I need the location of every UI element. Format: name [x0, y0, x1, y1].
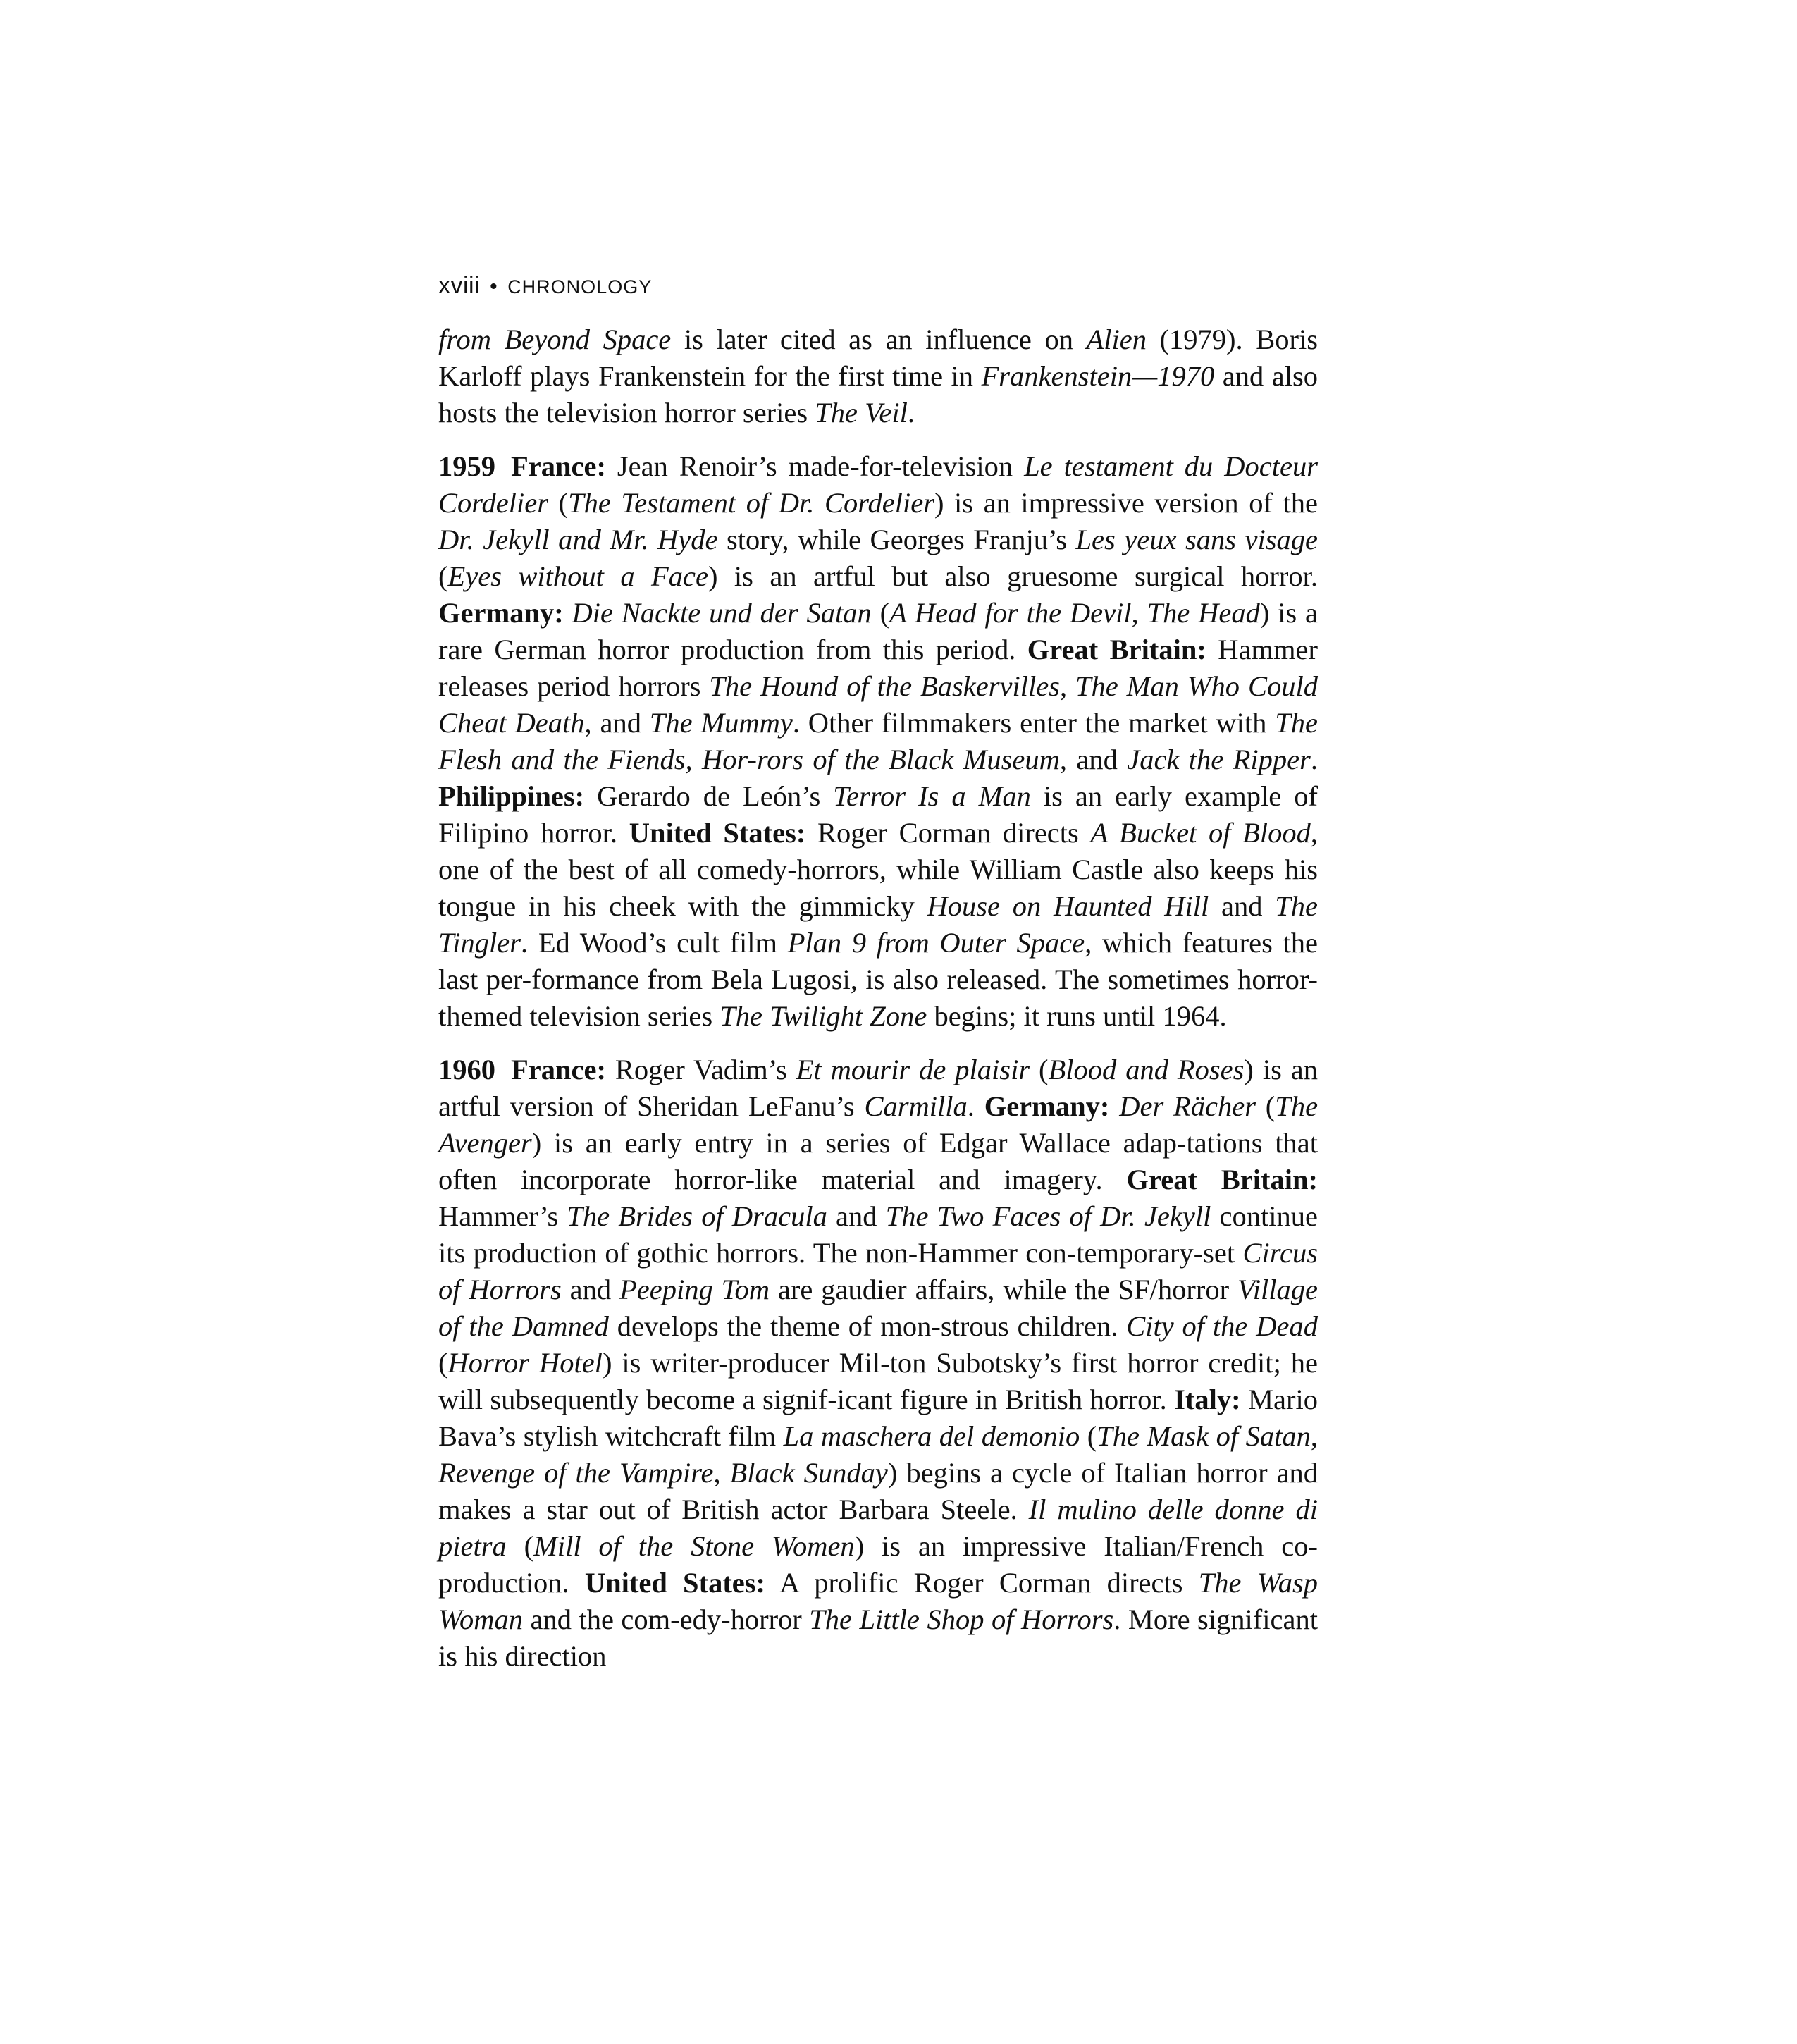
title-italic: The Mummy — [649, 707, 793, 739]
title-italic: Terror Is a Man — [833, 780, 1031, 812]
title-italic: Horror Hotel — [447, 1347, 603, 1379]
body-text-run: ) is a rare German horror production from this period. — [438, 597, 1318, 665]
title-italic: Le testament du Docteur Cordelier — [438, 450, 1318, 519]
body-text-run: Roger Vadim’s — [605, 1054, 796, 1085]
title-italic: Der Rächer — [1119, 1090, 1256, 1122]
title-italic: The Hound of the Baskervilles — [709, 670, 1060, 702]
chronology-entry-1959 — [438, 448, 1318, 1035]
body-text-run: , which features the last per-formance from Bela Lugosi, is also released. The sometimes horror-themed television series — [438, 927, 1318, 1032]
page-number: xviii — [438, 272, 481, 299]
body-text-run: . Other filmmakers enter the market with — [792, 707, 1276, 739]
title-italic: Il mulino delle donne di pietra — [438, 1494, 1318, 1562]
body-text-run: Hammer releases period horrors — [438, 634, 1318, 702]
chronology-body — [438, 321, 1318, 1675]
body-text-run: ( — [1255, 1090, 1276, 1122]
entry-year: 1960 — [438, 1054, 495, 1085]
body-text-run: ) is an artful version of Sheridan LeFanu’s — [438, 1054, 1318, 1122]
body-text-run: , and — [1059, 744, 1128, 775]
title-italic: Jack the Ripper — [1127, 744, 1311, 775]
title-italic: The Wasp Woman — [438, 1567, 1319, 1635]
body-text-run: ( — [506, 1530, 534, 1562]
country-label: Germany: — [984, 1090, 1110, 1122]
entry-year: 1959 — [438, 450, 495, 482]
title-italic: The Avenger — [438, 1090, 1319, 1159]
body-text-run: continue its production of gothic horrors. The non-Hammer con-temporary-set — [438, 1200, 1319, 1269]
body-text-run: and — [561, 1274, 620, 1305]
body-text-run: ( — [438, 560, 448, 592]
body-text-run: . — [967, 1090, 984, 1122]
title-italic: A Head for the Devil — [889, 597, 1132, 629]
title-italic: Village of the Damned — [438, 1274, 1319, 1342]
body-text-run: ) is an impressive Italian/French co-production. — [438, 1530, 1318, 1599]
body-text-run: Jean Renoir’s made-for-television — [605, 450, 1025, 482]
body-text-run: . — [1310, 744, 1318, 775]
title-italic: City of the Dead — [1126, 1310, 1318, 1342]
country-label: United States: — [629, 817, 806, 849]
body-text-run: ) is an early entry in a series of Edgar Wallace adap-tations that often incorporate horror-like material and imagery. — [438, 1127, 1318, 1195]
body-text-run: Gerardo de León’s — [584, 780, 834, 812]
body-text-run: begins; it runs until 1964. — [927, 1000, 1227, 1032]
body-text-run: , and — [584, 707, 650, 739]
body-text-run: . — [907, 397, 915, 429]
body-text-run: is an early example of Filipino horror. — [438, 780, 1318, 849]
body-text-run: , — [713, 1457, 730, 1489]
body-text-run: ( — [871, 597, 890, 629]
title-italic: Revenge of the Vampire — [438, 1457, 714, 1489]
title-italic: Blood and Roses — [1048, 1054, 1245, 1085]
body-text-run: (1979). Boris Karloff plays Frankenstein for the first time in — [438, 324, 1318, 392]
body-text-run: Roger Corman directs — [805, 817, 1091, 849]
title-italic: Et mourir de plaisir — [796, 1054, 1030, 1085]
country-label: France: — [511, 1054, 606, 1085]
body-text-run — [564, 597, 572, 629]
book-page — [438, 268, 1318, 1692]
country-label: Great Britain: — [1126, 1164, 1319, 1195]
title-italic: The Little Shop of Horrors — [809, 1603, 1114, 1635]
body-text-run: , — [1310, 1420, 1318, 1452]
title-italic: Plan 9 from Outer Space — [787, 927, 1085, 959]
body-text-run: , — [1059, 670, 1075, 702]
title-italic: House on Haunted Hill — [927, 890, 1209, 922]
title-italic: Frankenstein—1970 — [981, 360, 1215, 392]
title-italic: La maschera del demonio — [783, 1420, 1080, 1452]
title-italic: Die Nackte und der Satan — [572, 597, 872, 629]
title-italic: from Beyond Space — [438, 324, 672, 355]
title-italic: The Tingler — [438, 890, 1319, 959]
body-text-run: develops the theme of mon-strous children. — [608, 1310, 1127, 1342]
title-italic: Circus of Horrors — [438, 1237, 1318, 1305]
country-label: Italy: — [1174, 1384, 1241, 1415]
title-italic: The Veil — [815, 397, 908, 429]
title-italic: The Twilight Zone — [720, 1000, 927, 1032]
title-italic: Peeping Tom — [619, 1274, 770, 1305]
body-text-run: . More significant is his direction — [438, 1603, 1318, 1672]
body-text-run: ) is an impressive version of the — [934, 487, 1318, 519]
body-text-run: ) is writer-producer Mil-ton Subotsky’s first horror credit; he will subsequently become a signif-icant figure in British horror. — [438, 1347, 1318, 1415]
title-italic: Black Sunday — [729, 1457, 888, 1489]
section-title: CHRONOLOGY — [507, 276, 653, 297]
body-text-run: Hammer’s — [438, 1200, 567, 1232]
chronology-entry-1960 — [438, 1052, 1318, 1675]
title-italic: The Head — [1147, 597, 1260, 629]
body-text-run: , one of the best of all comedy-horrors, while William Castle also keeps his tongue in his cheek with the gimmicky — [438, 817, 1318, 922]
title-italic: The Man Who Could Cheat Death — [438, 670, 1318, 739]
title-italic: Eyes without a Face — [447, 560, 708, 592]
chronology-entry-continued — [438, 321, 1318, 431]
country-label: Philippines: — [438, 780, 585, 812]
country-label: Germany: — [438, 597, 564, 629]
title-italic: The Mask of Satan — [1097, 1420, 1311, 1452]
body-text-run: are gaudier affairs, while the SF/horror — [769, 1274, 1238, 1305]
body-text-run: . Ed Wood’s cult film — [521, 927, 788, 959]
body-text-run: Mario Bava’s stylish witchcraft film — [438, 1384, 1318, 1452]
body-text-run: and the com-edy-horror — [523, 1603, 810, 1635]
title-italic: The Flesh and the Fiends, Hor-rors of the Black Museum — [438, 707, 1318, 775]
bullet-separator: • — [490, 275, 498, 298]
title-italic: Alien — [1086, 324, 1147, 355]
body-text-run: is later cited as an influence on — [671, 324, 1087, 355]
body-text-run: , — [1131, 597, 1147, 629]
title-italic: The Two Faces of Dr. Jekyll — [885, 1200, 1211, 1232]
title-italic: A Bucket of Blood — [1090, 817, 1311, 849]
body-text-run: ( — [438, 1347, 448, 1379]
body-text-run: ) begins a cycle of Italian horror and makes a star out of British actor Barbara Steele. — [438, 1457, 1319, 1525]
body-text-run: and — [827, 1200, 886, 1232]
country-label: France: — [511, 450, 606, 482]
body-text-run: ( — [1080, 1420, 1097, 1452]
body-text-run — [1109, 1090, 1119, 1122]
body-text-run: and also hosts the television horror series — [438, 360, 1318, 429]
title-italic: Carmilla — [864, 1090, 968, 1122]
title-italic: The Brides of Dracula — [567, 1200, 827, 1232]
title-italic: Dr. Jekyll and Mr. Hyde — [438, 524, 718, 555]
body-text-run: A prolific Roger Corman directs — [765, 1567, 1199, 1599]
body-text-run: and — [1209, 890, 1276, 922]
title-italic: Mill of the Stone Women — [533, 1530, 855, 1562]
body-text-run: story, while Georges Franju’s — [717, 524, 1076, 555]
country-label: United States: — [584, 1567, 766, 1599]
body-text-run: ( — [548, 487, 569, 519]
title-italic: The Testament of Dr. Cordelier — [568, 487, 934, 519]
body-text-run: ( — [1030, 1054, 1049, 1085]
country-label: Great Britain: — [1027, 634, 1206, 665]
title-italic: Les yeux sans visage — [1075, 524, 1318, 555]
body-text-run: ) is an artful but also gruesome surgical horror. — [708, 560, 1318, 592]
running-head — [438, 268, 1318, 303]
